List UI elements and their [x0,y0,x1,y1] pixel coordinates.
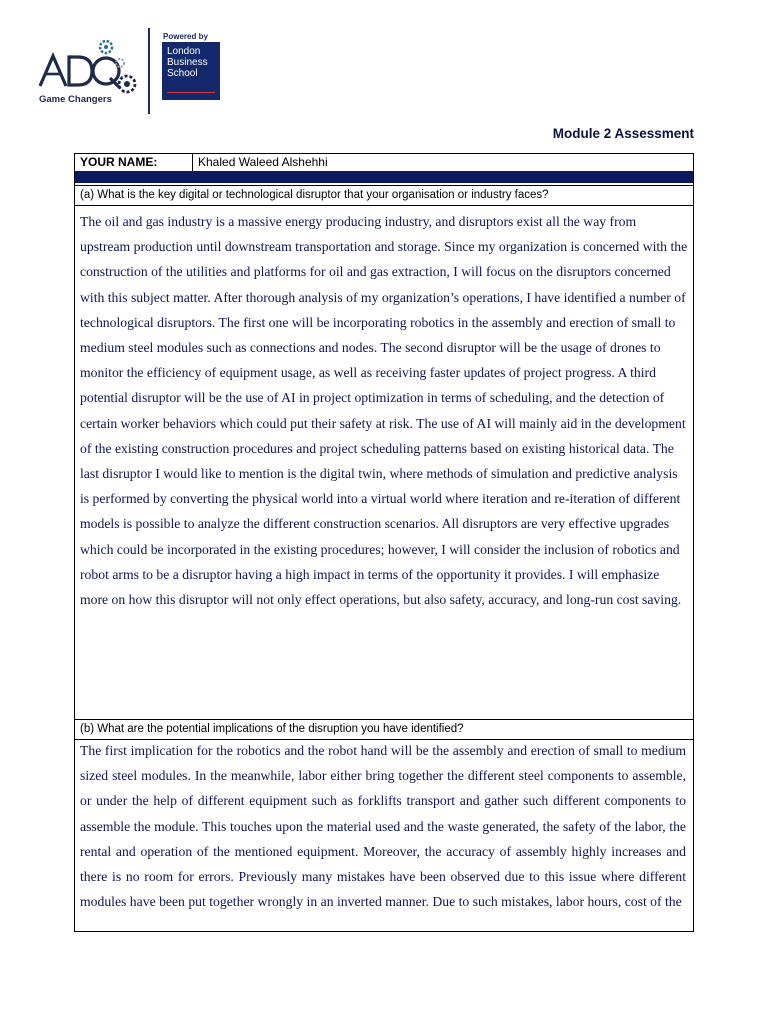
question-a: (a) What is the key digital or technological disruptor that your organisation or industry faces? [75,185,693,206]
assessment-form [74,153,694,932]
name-row [75,154,693,172]
adq-logo-mark [36,34,140,96]
document-title: Module 2 Assessment [552,126,694,141]
question-b: (b) What are the potential implications of the disruption you have identified? [75,719,693,740]
adq-tagline: Game Changers [39,94,112,105]
lbs-accent-bar [167,92,215,93]
answer-a: The oil and gas industry is a massive energy producing industry, and disruptors exist all the way from upstream production until downstream transportation and storage. Since my organization is concerned with the construction of the utilities and platforms for oil and gas extraction, I will focus on the disruptors concerned with this subject matter. After thorough analysis of my organization’s operations, I have identified a number of technological disruptors. The first one will be incorporating robotics in the assembly and erection of small to medium steel modules such as connections and nodes. The second disruptor will be the usage of drones to monitor the efficiency of equipment usage, as well as receiving faster updates of project progress. A third potential disruptor will be the use of AI in project optimization in terms of scheduling, and the detection of certain worker behaviors which could put their safety at risk. The use of AI will mainly aid in the development of the existing construction procedures and project scheduling patterns based on existing historical data. The last disruptor I would like to mention is the digital twin, where methods of simulation and predictive analysis is performed by converting the physical world into a virtual world where iteration and re-iteration of different models is possible to analyze the different construction scenarios. All disruptors are very effective upgrades which could be incorporated in the existing procedures; however, I will consider the inclusion of robotics and robot arms to be a disruptor having a high impact in terms of the opportunity it provides. I will emphasize more on how this disruptor will not only effect operations, but also safety, accuracy, and long-run cost saving. [80,214,688,608]
name-value: Khaled Waleed Alshehhi [198,155,328,169]
page-header [36,26,236,118]
powered-by-label: Powered by [163,32,208,41]
lbs-line-2: Business [167,57,208,68]
london-business-school-logo [162,42,220,100]
lbs-line-1: London [167,46,201,57]
lbs-line-3: School [167,68,198,79]
name-cell-divider [192,154,193,171]
adq-logo [36,26,146,110]
answer-b: The first implication for the robotics and the robot hand will be the assembly and erection of small to medium sized steel modules. In the meanwhile, labor either bring together the different steel components to assemble, or under the help of different equipment such as forklifts transport and gather such different components to assemble the module. This touches upon the material used and the waste generated, the safety of the labor, the rental and operation of the mentioned equipment. Moreover, the accuracy of assembly highly increases and there is no room for errors. Previously many mistakes have been observed due to this issue where different modules have been put together wrongly in an inverted manner. Due to such mistakes, labor hours, cost of the [80,743,686,910]
name-label: YOUR NAME: [80,155,158,169]
header-band [75,171,693,183]
header-divider [148,28,150,114]
